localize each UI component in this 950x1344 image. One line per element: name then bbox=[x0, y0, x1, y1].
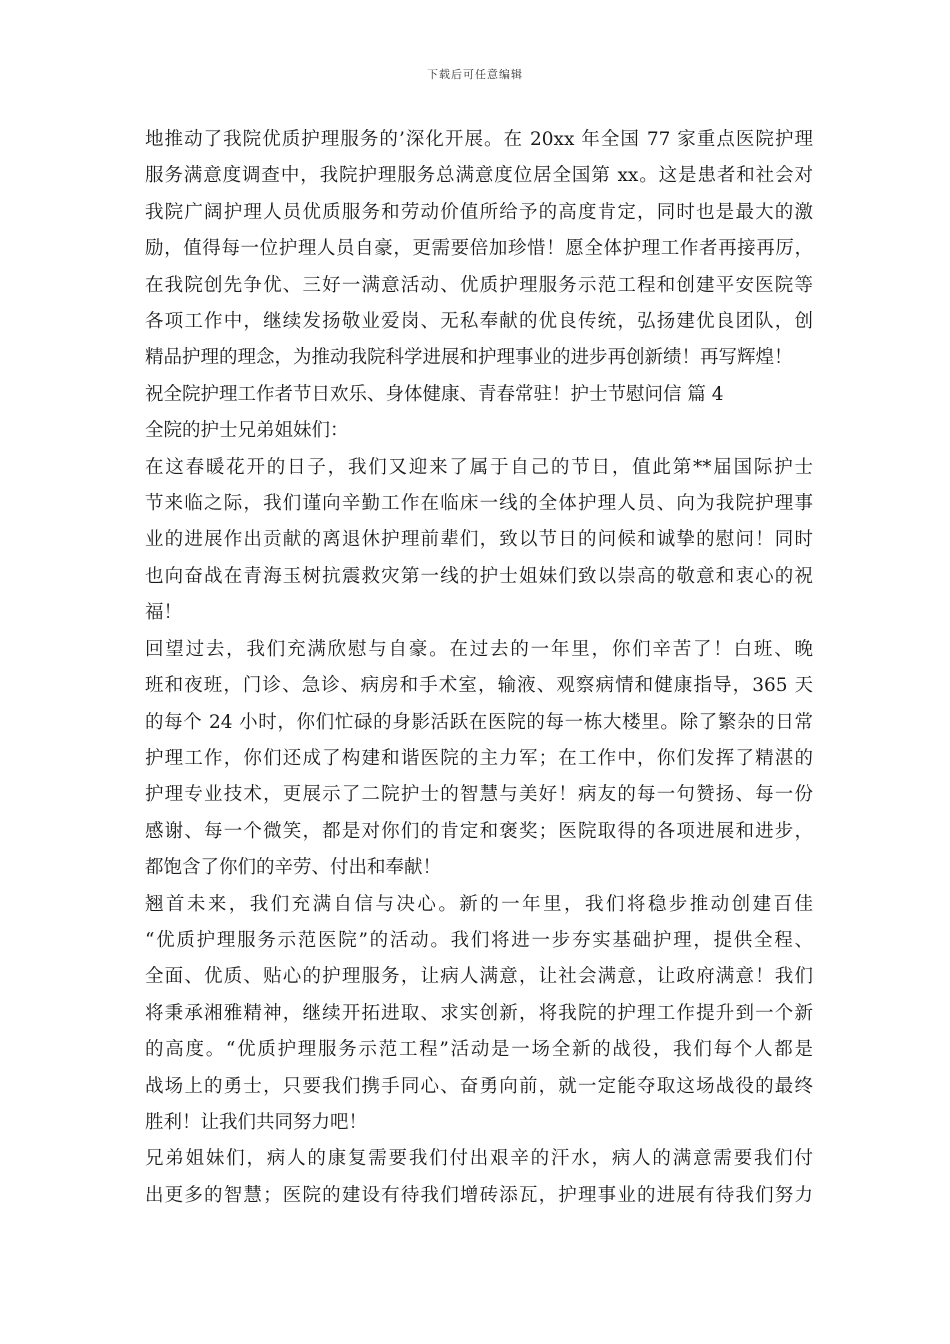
text-line: 胜利！让我们共同努力吧！ bbox=[145, 1111, 368, 1133]
text-line: 都饱含了你们的辛劳、付出和奉献！ bbox=[145, 857, 442, 879]
text-line: 翘首未来，我们充满自信与决心。新的一年里，我们将稳步推动创建百佳 bbox=[145, 893, 813, 915]
text-line: 祝全院护理工作者节日欢乐、身体健康、青春常驻！护士节慰问信 篇 4 bbox=[145, 383, 724, 405]
text-line: 护理专业技术，更展示了二院护士的智慧与美好！病友的每一句赞扬、每一份 bbox=[145, 784, 813, 806]
text-line: 福！ bbox=[145, 602, 183, 624]
text-line: 我院广阔护理人员优质服务和劳动价值所给予的高度肯定，同时也是最大的激 bbox=[145, 201, 813, 223]
text-line: 励，值得每一位护理人员自豪，更需要倍加珍惜！愿全体护理工作者再接再厉， bbox=[145, 238, 813, 260]
text-line: 感谢、每一个微笑，都是对你们的肯定和褒奖；医院取得的各项进展和进步， bbox=[145, 820, 813, 842]
text-line: 的每个 24 小时，你们忙碌的身影活跃在医院的每一栋大楼里。除了繁杂的日常 bbox=[145, 711, 813, 733]
text-line: 各项工作中，继续发扬敬业爱岗、无私奉献的优良传统，弘扬建优良团队，创 bbox=[145, 311, 813, 333]
text-line: 在这春暖花开的日子，我们又迎来了属于自己的节日，值此第**届国际护士 bbox=[145, 456, 813, 478]
text-line: 兄弟姐妹们，病人的康复需要我们付出艰辛的汗水，病人的满意需要我们付 bbox=[145, 1148, 813, 1170]
text-line: 全院的护士兄弟姐妹们： bbox=[145, 420, 349, 442]
text-line: 服务满意度调查中，我院护理服务总满意度位居全国第 xx。这是患者和社会对 bbox=[145, 165, 813, 187]
text-line: 将秉承湘雅精神，继续开拓进取、求实创新，将我院的护理工作提升到一个新 bbox=[145, 1002, 813, 1024]
text-line: 战场上的勇士，只要我们携手同心、奋勇向前，就一定能夺取这场战役的最终 bbox=[145, 1075, 813, 1097]
document-body bbox=[145, 122, 813, 1214]
page-header: 下载后可任意编辑 bbox=[427, 68, 523, 81]
text-line: 出更多的智慧；医院的建设有待我们增砖添瓦，护理事业的进展有待我们努力 bbox=[145, 1184, 813, 1206]
text-line: 护理工作，你们还成了构建和谐医院的主力军；在工作中，你们发挥了精湛的 bbox=[145, 747, 813, 769]
text-line: 在我院创先争优、三好一满意活动、优质护理服务示范工程和创建平安医院等 bbox=[145, 274, 813, 296]
text-line: 业的进展作出贡献的离退休护理前辈们，致以节日的问候和诚挚的慰问！同时 bbox=[145, 529, 813, 551]
text-line: 全面、优质、贴心的护理服务，让病人满意，让社会满意，让政府满意！我们 bbox=[145, 966, 813, 988]
text-line: 地推动了我院优质护理服务的’深化开展。在 20xx 年全国 77 家重点医院护理 bbox=[145, 129, 813, 150]
text-line: 精品护理的理念，为推动我院科学进展和护理事业的进步再创新绩！再写辉煌！ bbox=[145, 347, 793, 369]
text-line: 的高度。“优质护理服务示范工程”活动是一场全新的战役，我们每个人都是 bbox=[145, 1039, 813, 1061]
text-line: 节来临之际，我们谨向辛勤工作在临床一线的全体护理人员、向为我院护理事 bbox=[145, 493, 813, 515]
text-line: 班和夜班，门诊、急诊、病房和手术室，输液、观察病情和健康指导，365 天 bbox=[145, 675, 813, 697]
text-line: 回望过去，我们充满欣慰与自豪。在过去的一年里，你们辛苦了！白班、晚 bbox=[145, 638, 813, 660]
text-line: “优质护理服务示范医院”的活动。我们将进一步夯实基础护理，提供全程、 bbox=[145, 929, 813, 951]
text-line: 也向奋战在青海玉树抗震救灾第一线的护士姐妹们致以崇高的敬意和衷心的祝 bbox=[145, 565, 813, 587]
